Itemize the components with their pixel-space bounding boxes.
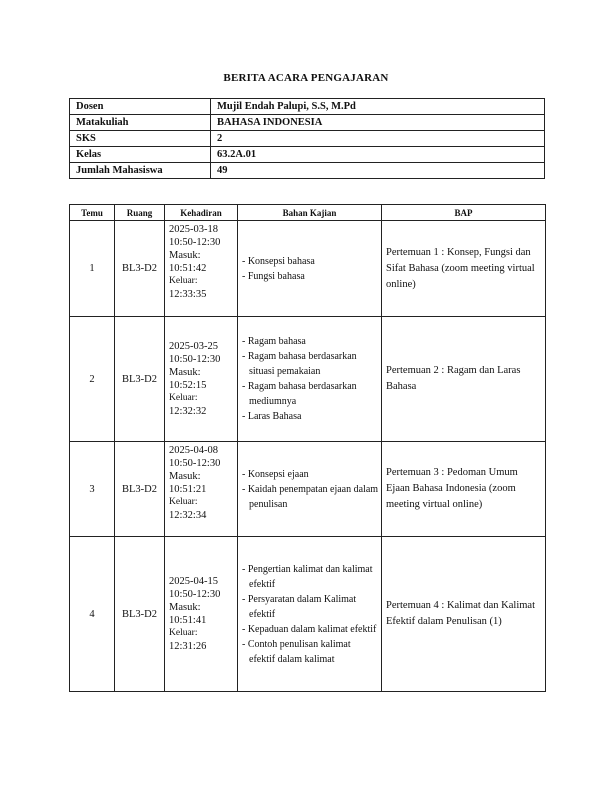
table-row [70, 537, 546, 692]
bahan-kajian-cell [238, 537, 382, 692]
header-bahan-kajian: Bahan Kajian [238, 205, 382, 221]
info-label: Jumlah Mahasiswa [70, 163, 211, 179]
masuk-time: 10:52:15 [169, 380, 207, 391]
table-row [70, 221, 546, 317]
bahan-item: - Ragam bahasa [242, 336, 306, 347]
info-value: 63.2A.01 [211, 147, 545, 163]
bap-cell: Pertemuan 2 : Ragam dan Laras Bahasa [382, 317, 546, 442]
bahan-item: - Contoh penulisan kalimat efektif dalam kalimat [242, 638, 351, 665]
info-row [70, 163, 545, 179]
info-value: 49 [211, 163, 545, 179]
keluar-time: 12:32:32 [169, 406, 207, 417]
course-info-table [69, 98, 545, 179]
header-bap: BAP [382, 205, 546, 221]
temu-cell: 3 [70, 442, 115, 537]
keluar-label: Keluar: [169, 276, 198, 286]
header-ruang: Ruang [115, 205, 165, 221]
info-label: SKS [70, 131, 211, 147]
ruang-cell: BL3-D2 [115, 317, 165, 442]
kehadiran-cell [165, 442, 238, 537]
bahan-item: - Kaidah penempatan ejaan dalam penulisan [242, 483, 379, 510]
info-value: Mujil Endah Palupi, S.S, M.Pd [211, 99, 545, 115]
keluar-label: Keluar: [169, 628, 198, 638]
bahan-item: - Pengertian kalimat dan kalimat efektif [242, 563, 373, 590]
table-header-row [70, 205, 546, 221]
bahan-kajian-cell [238, 317, 382, 442]
masuk-label: Masuk: [169, 471, 201, 482]
kehadiran-date: 2025-04-08 [169, 445, 218, 456]
bahan-item: - Persyaratan dalam Kalimat efektif [242, 593, 357, 620]
kehadiran-time: 10:50-12:30 [169, 237, 221, 248]
ruang-cell: BL3-D2 [115, 221, 165, 317]
bahan-item: - Konsepsi bahasa [242, 255, 315, 267]
bahan-item: - Kepaduan dalam kalimat efektif [242, 623, 377, 635]
teaching-log-table [69, 204, 546, 692]
kehadiran-time: 10:50-12:30 [169, 589, 221, 600]
temu-cell: 4 [70, 537, 115, 692]
bahan-item: - Ragam bahasa berdasarkan situasi pemakaian [242, 351, 357, 377]
masuk-time: 10:51:21 [169, 484, 207, 495]
info-label: Kelas [70, 147, 211, 163]
bap-cell: Pertemuan 1 : Konsep, Fungsi dan Sifat Bahasa (zoom meeting virtual online) [382, 221, 546, 317]
info-row [70, 115, 545, 131]
table-row [70, 317, 546, 442]
info-value: 2 [211, 131, 545, 147]
header-temu: Temu [70, 205, 115, 221]
keluar-time: 12:33:35 [169, 289, 207, 300]
info-row [70, 99, 545, 115]
ruang-cell: BL3-D2 [115, 537, 165, 692]
ruang-cell: BL3-D2 [115, 442, 165, 537]
masuk-time: 10:51:42 [169, 263, 207, 274]
table-row [70, 442, 546, 537]
kehadiran-cell [165, 537, 238, 692]
info-row [70, 147, 545, 163]
bahan-item: - Ragam bahasa berdasarkan mediumnya [242, 381, 357, 407]
kehadiran-date: 2025-03-25 [169, 341, 218, 352]
bahan-item: - Konsepsi ejaan [242, 468, 309, 480]
bahan-item: - Laras Bahasa [242, 411, 302, 422]
info-label: Dosen [70, 99, 211, 115]
info-row [70, 131, 545, 147]
masuk-label: Masuk: [169, 250, 201, 261]
keluar-time: 12:32:34 [169, 510, 207, 521]
masuk-label: Masuk: [169, 602, 201, 613]
keluar-time: 12:31:26 [169, 641, 207, 652]
kehadiran-cell [165, 317, 238, 442]
bap-cell: Pertemuan 3 : Pedoman Umum Ejaan Bahasa Indonesia (zoom meeting virtual online) [382, 442, 546, 537]
kehadiran-cell [165, 221, 238, 317]
temu-cell: 2 [70, 317, 115, 442]
kehadiran-date: 2025-04-15 [169, 576, 218, 587]
info-label: Matakuliah [70, 115, 211, 131]
kehadiran-time: 10:50-12:30 [169, 458, 221, 469]
header-kehadiran: Kehadiran [165, 205, 238, 221]
temu-cell: 1 [70, 221, 115, 317]
bahan-kajian-cell [238, 442, 382, 537]
keluar-label: Keluar: [169, 497, 198, 507]
bahan-kajian-cell [238, 221, 382, 317]
kehadiran-date: 2025-03-18 [169, 224, 218, 235]
page-title: BERITA ACARA PENGAJARAN [223, 72, 389, 84]
keluar-label: Keluar: [169, 393, 198, 403]
info-value: BAHASA INDONESIA [211, 115, 545, 131]
masuk-label: Masuk: [169, 367, 201, 378]
masuk-time: 10:51:41 [169, 615, 207, 626]
kehadiran-time: 10:50-12:30 [169, 354, 221, 365]
bap-cell: Pertemuan 4 : Kalimat dan Kalimat Efektif dalam Penulisan (1) [382, 537, 546, 692]
bahan-item: - Fungsi bahasa [242, 270, 305, 282]
